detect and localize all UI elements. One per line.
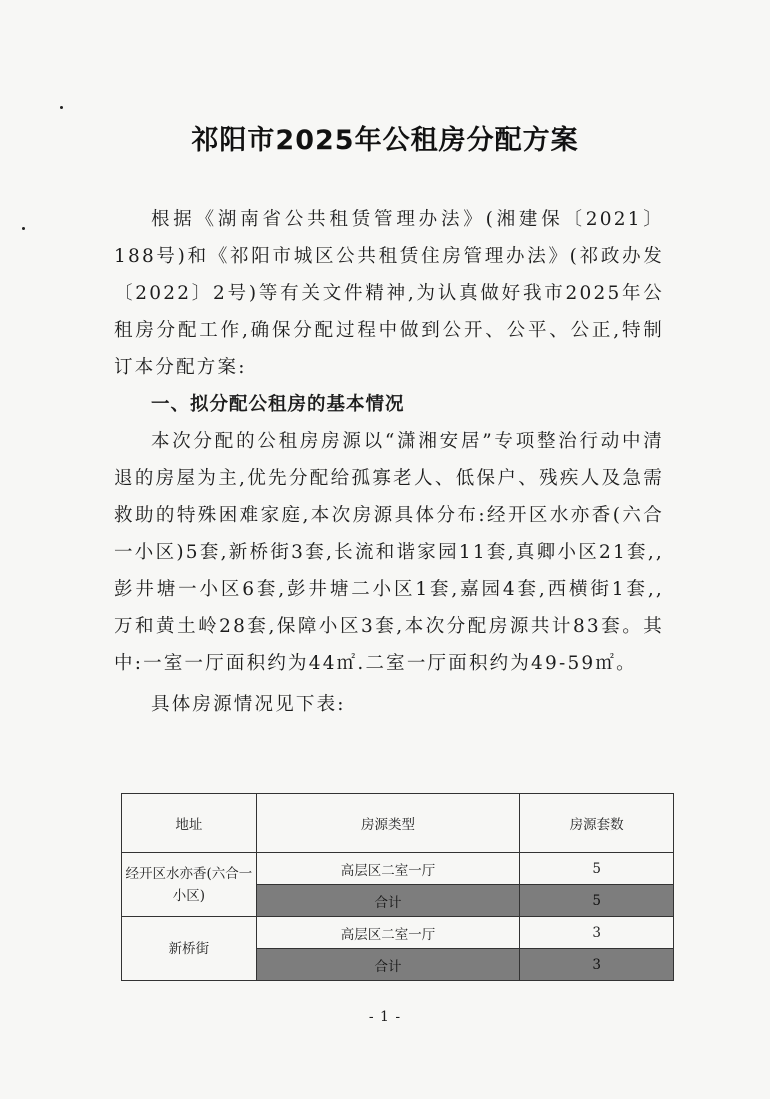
page-number: - 1 - bbox=[368, 1009, 402, 1025]
subtotal-value-cell: 5 bbox=[520, 885, 674, 917]
header-count: 房源套数 bbox=[520, 794, 674, 853]
paragraph-basis: 根据《湖南省公共租赁管理办法》(湘建保〔2021〕188号)和《祁阳市城区公共租赁住房管理办法》(祁政办发〔2022〕2号)等有关文件精神,为认真做好我市2025年公租房分配工作,确保分配过程中做到公开、公平、公正,特制订本分配方案: bbox=[114, 209, 664, 378]
paragraph-table-intro: 具体房源情况见下表: bbox=[151, 694, 346, 715]
scan-speck bbox=[22, 227, 25, 230]
address-cell: 新桥街 bbox=[122, 917, 257, 981]
count-cell: 5 bbox=[520, 853, 674, 885]
scan-speck bbox=[60, 106, 63, 109]
document-title: 祁阳市2025年公租房分配方案 bbox=[191, 125, 579, 156]
type-cell: 高层区二室一厅 bbox=[256, 917, 520, 949]
table-row bbox=[122, 853, 674, 885]
table-header-row bbox=[122, 794, 674, 853]
header-address: 地址 bbox=[122, 794, 257, 853]
subtotal-label-cell: 合计 bbox=[256, 885, 520, 917]
header-type: 房源类型 bbox=[256, 794, 520, 853]
housing-table bbox=[121, 793, 674, 981]
table-row bbox=[122, 917, 674, 949]
count-cell: 3 bbox=[520, 917, 674, 949]
subtotal-label-cell: 合计 bbox=[256, 949, 520, 981]
document-body bbox=[114, 201, 664, 723]
address-cell: 经开区水亦香(六合一小区) bbox=[122, 853, 257, 917]
paragraph-housing: 本次分配的公租房房源以“潇湘安居”专项整治行动中清退的房屋为主,优先分配给孤寡老人、低保户、残疾人及急需救助的特殊困难家庭,本次房源具体分布:经开区水亦香(六合一小区)5套,新桥街3套,长流和谐家园11套,真卿小区21套,,彭井塘一小区6套,彭井塘二小区1套,嘉园4套,西横街1套,,万和黄土岭28套,保障小区3套,本次分配房源共计83套。其中:一室一厅面积约为44㎡.二室一厅面积约为49-59㎡。 bbox=[114, 431, 664, 674]
section-heading: 一、拟分配公租房的基本情况 bbox=[151, 394, 405, 415]
type-cell: 高层区二室一厅 bbox=[256, 853, 520, 885]
subtotal-value-cell: 3 bbox=[520, 949, 674, 981]
